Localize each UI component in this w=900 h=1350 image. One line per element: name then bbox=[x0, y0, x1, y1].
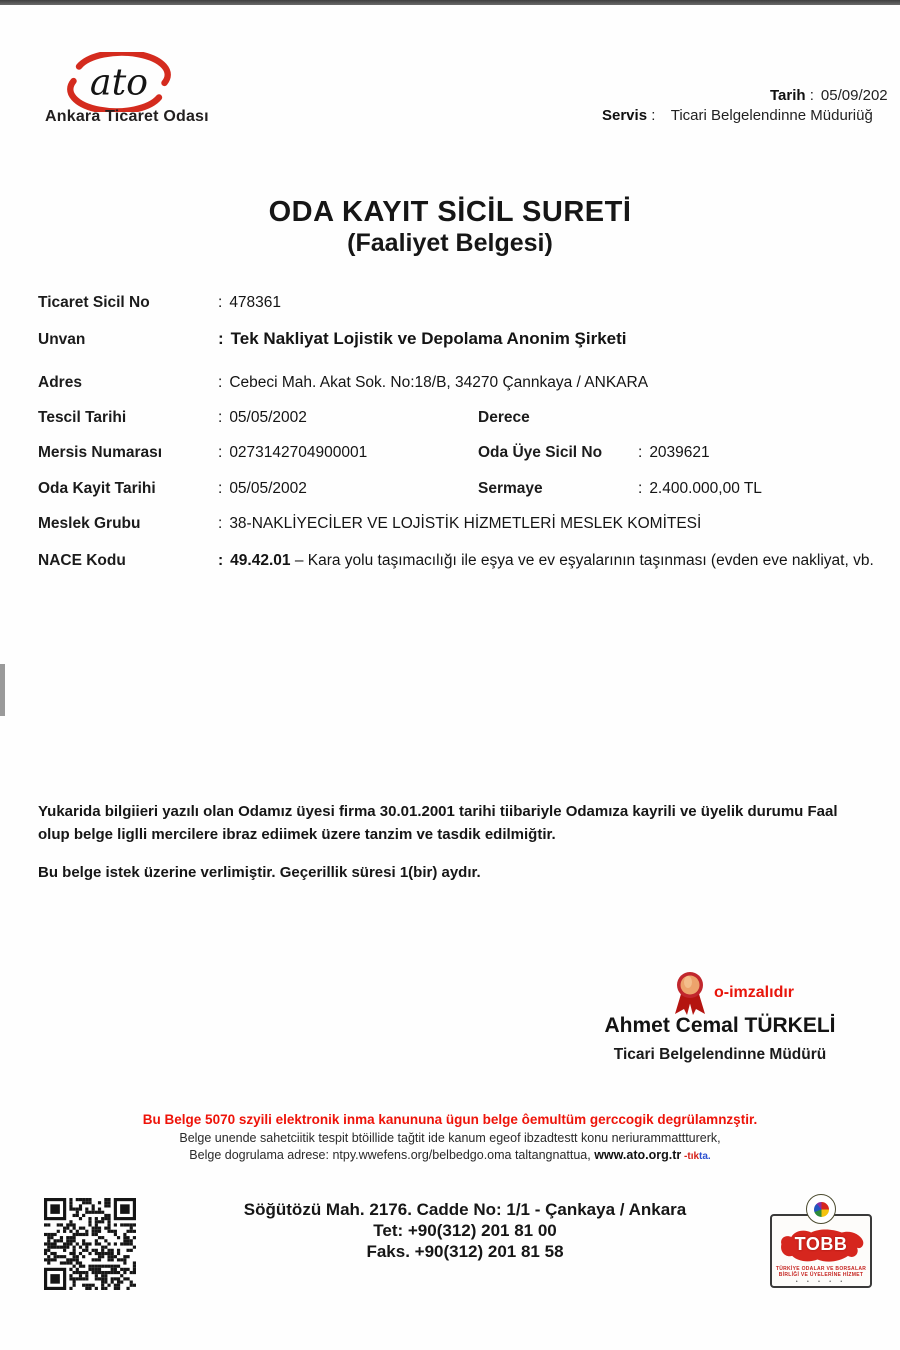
date-line bbox=[770, 87, 888, 104]
ato-logo bbox=[64, 52, 174, 112]
body-paragraph-2: Bu belge istek üzerine verlimiştir. Geçerillik süresi 1(bir) aydır. bbox=[38, 864, 481, 881]
date-value: 05/09/202 bbox=[820, 87, 888, 104]
nace-description: – Kara yolu taşımacılığı ile eşya ve ev eşyalarının taşınması (evden eve nakliyat, vb. bbox=[294, 552, 874, 569]
field-label: Derece bbox=[478, 409, 530, 426]
date-label: Tarih bbox=[770, 87, 806, 104]
field-label: Meslek Grubu bbox=[38, 515, 141, 532]
service-label: Servis bbox=[602, 107, 648, 124]
colon: : bbox=[218, 444, 223, 461]
field-value bbox=[218, 552, 874, 570]
scan-artifact-left bbox=[0, 664, 5, 716]
colon: : bbox=[218, 480, 223, 497]
field-value bbox=[638, 444, 710, 462]
org-name: Ankara Ticaret Odası bbox=[45, 108, 209, 125]
scan-edge-top bbox=[0, 0, 900, 5]
colon: : bbox=[809, 87, 814, 104]
tobb-wordmark: TOBB bbox=[794, 1234, 848, 1254]
field-value bbox=[218, 480, 307, 498]
field-value bbox=[218, 374, 648, 392]
signer-name: Ahmet Cemal TÜRKELİ bbox=[604, 1014, 836, 1037]
oda-uye-sicil-value: 2039621 bbox=[649, 444, 710, 461]
document-subtitle: (Faaliyet Belgesi) bbox=[347, 229, 553, 257]
oda-kayit-tarihi-value: 05/05/2002 bbox=[229, 480, 307, 497]
legal-notice-line2: Belge unende sahetciitik tespit btöillide tağtit ide kanum egeof ibzadtestt konu neriurammattturerk, bbox=[179, 1131, 721, 1145]
colon: : bbox=[638, 444, 643, 461]
legal-notice-red: Bu Belge 5070 szyili elektronik inma kanununa ügun belge ôemultüm gerccogik degrülamnzştir. bbox=[142, 1112, 758, 1127]
ribbon-seal-icon bbox=[673, 970, 707, 1018]
colon: : bbox=[218, 515, 223, 532]
footer-address: Söğütözü Mah. 2176. Cadde No: 1/1 - Çankaya / Ankara bbox=[243, 1200, 687, 1219]
adres-value: Cebeci Mah. Akat Sok. No:18/B, 34270 Çannkaya / ANKARA bbox=[229, 374, 649, 391]
field-label: Oda Üye Sicil No bbox=[478, 444, 603, 461]
colon: : bbox=[218, 329, 224, 348]
ticaret-sicil-value: 478361 bbox=[229, 294, 282, 311]
colon: : bbox=[638, 480, 643, 497]
field-label: Unvan bbox=[38, 331, 86, 348]
signer-title: Ticari Belgelendinne Müdürü bbox=[613, 1046, 827, 1063]
footer-phone: Tet: +90(312) 201 81 00 bbox=[373, 1221, 557, 1240]
url-suffix-blue: ta. bbox=[699, 1151, 711, 1162]
tobb-caption-line1: TÜRKİYE ODALAR VE BORSALAR bbox=[775, 1266, 867, 1272]
url-suffix-red: -tık bbox=[681, 1151, 700, 1162]
esignature-label: o-imzalıdır bbox=[714, 984, 795, 1001]
field-label: Oda Kayit Tarihi bbox=[38, 480, 156, 497]
colon: : bbox=[218, 409, 223, 426]
tobb-caption-line2: BİRLİĞİ VE ÜYELERİNE HİZMET bbox=[778, 1272, 864, 1278]
nace-code: 49.42.01 bbox=[230, 552, 291, 569]
document-title: ODA KAYIT SİCİL SURETİ bbox=[268, 196, 632, 228]
field-value bbox=[638, 480, 762, 498]
field-value bbox=[218, 294, 281, 312]
body-paragraph-1: Yukarida bilgiieri yazılı olan Odamız üyesi firma 30.01.2001 tarihi tiibariyle Odamıza kayrili ve üyelik durumu Faal olup belge liglli mercilere ibraz ediimek üzere tanzim ve tasdik edilmiğtir. bbox=[38, 803, 838, 843]
field-value bbox=[218, 329, 627, 349]
colon: : bbox=[218, 294, 223, 311]
colon: : bbox=[651, 107, 656, 124]
field-label: NACE Kodu bbox=[38, 552, 126, 569]
meslek-grubu-value: 38-NAKLİYECİLER VE LOJİSTİK HİZMETLERİ MESLEK KOMİTESİ bbox=[229, 515, 702, 532]
sermaye-value: 2.400.000,00 TL bbox=[649, 480, 762, 497]
mersis-value: 0273142704900001 bbox=[229, 444, 368, 461]
footer-fax: Faks. +90(312) 201 81 58 bbox=[366, 1242, 564, 1261]
field-value bbox=[218, 409, 307, 427]
service-line bbox=[602, 107, 873, 124]
ato-logo-text: ato bbox=[89, 60, 149, 104]
field-label: Adres bbox=[38, 374, 82, 391]
field-label: Sermaye bbox=[478, 480, 543, 497]
field-value bbox=[218, 515, 701, 533]
legal-notice-line3 bbox=[0, 1148, 900, 1162]
service-value: Ticari Belgelendinne Müduriüğ bbox=[670, 107, 873, 124]
colon: : bbox=[218, 374, 223, 391]
qr-code bbox=[44, 1198, 136, 1290]
unvan-value: Tek Nakliyat Lojistik ve Depolama Anonim Şirketi bbox=[230, 329, 627, 348]
tobb-caption-dots: • • • • • bbox=[795, 1279, 847, 1285]
field-value bbox=[218, 444, 367, 462]
colon: : bbox=[218, 552, 224, 569]
field-label: Tescil Tarihi bbox=[38, 409, 127, 426]
ato-url: www.ato.org.tr bbox=[594, 1148, 682, 1162]
ato-logo-swoosh-icon bbox=[64, 52, 174, 112]
verify-address-text: Belge dogrulama adrese: ntpy.wwefens.org/belbedgo.oma taltangnattua, bbox=[189, 1148, 595, 1162]
field-label: Ticaret Sicil No bbox=[38, 294, 150, 311]
field-label: Mersis Numarası bbox=[38, 444, 163, 461]
tobb-emblem-icon bbox=[806, 1194, 836, 1224]
tescil-tarihi-value: 05/05/2002 bbox=[229, 409, 307, 426]
